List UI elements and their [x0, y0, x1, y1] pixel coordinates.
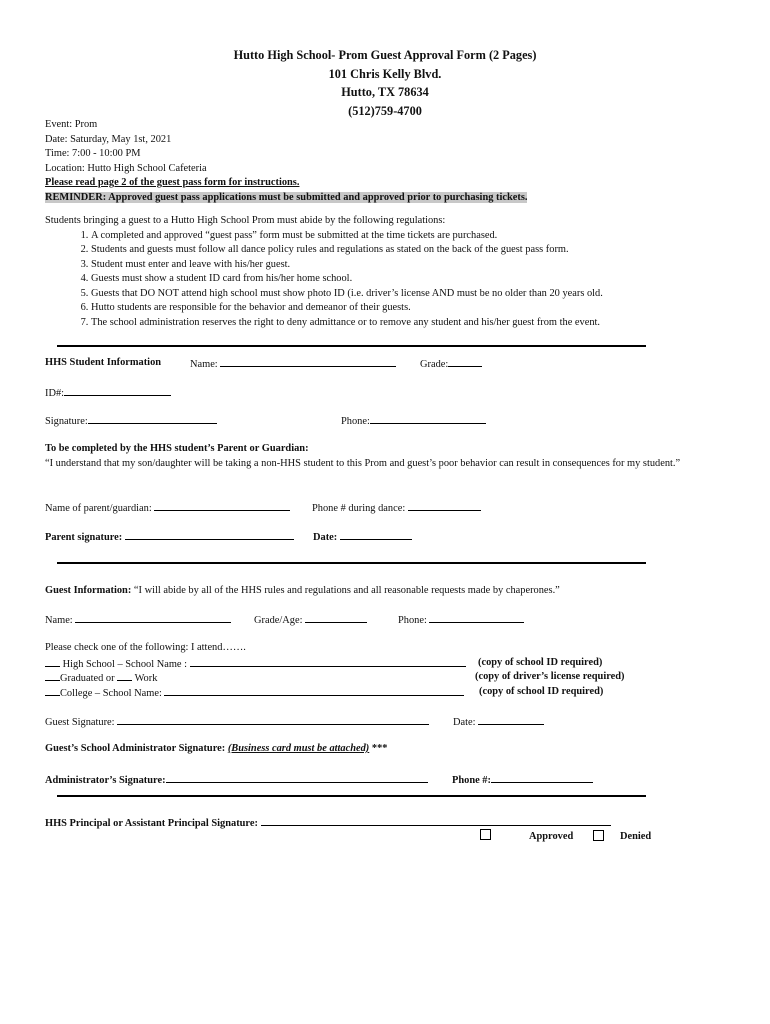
note-college: (copy of school ID required) — [479, 686, 604, 697]
note-high-school: (copy of school ID required) — [478, 657, 603, 668]
parent-date-label: Date: — [313, 532, 338, 543]
student-signature-label: Signature: — [45, 416, 88, 427]
guest-name-field[interactable] — [45, 612, 231, 629]
option-college[interactable] — [45, 685, 464, 702]
guest-date-label: Date: — [453, 717, 476, 728]
regulation-item: 6. Hutto students are responsible for the behavior and demeanor of their guests. — [91, 301, 725, 316]
guest-signature-line[interactable] — [117, 714, 429, 725]
option-graduated-check-line[interactable] — [45, 670, 60, 681]
principal-signature-line[interactable] — [261, 815, 611, 826]
option-work-label: Work — [134, 673, 158, 684]
high-school-name-line[interactable] — [190, 656, 466, 667]
regulation-item: 4. Guests must show a student ID card from his/her home school. — [91, 272, 725, 287]
guest-date-field[interactable] — [453, 714, 544, 731]
regulations — [45, 214, 725, 330]
admin-heading-line — [45, 742, 387, 757]
section-divider — [57, 795, 646, 797]
principal-signature-field[interactable] — [45, 815, 611, 832]
guest-phone-line[interactable] — [429, 612, 524, 623]
admin-phone-line[interactable] — [491, 772, 593, 783]
note-work: (copy of driver’s license required) — [475, 671, 625, 682]
school-address-line1: 101 Chris Kelly Blvd. — [328, 66, 442, 81]
guest-date-line[interactable] — [478, 714, 544, 725]
parent-name-field[interactable] — [45, 500, 290, 517]
student-grade-field[interactable] — [420, 356, 482, 373]
parent-date-field[interactable] — [313, 529, 412, 546]
parent-statement: “I understand that my son/daughter will be taking a non-HHS student to this Prom and guest’s poor behavior can result in consequences for my student.” — [45, 457, 681, 469]
student-phone-label: Phone: — [341, 416, 370, 427]
parent-heading: To be completed by the HHS student’s Parent or Guardian: — [45, 443, 309, 454]
guest-grade-field[interactable] — [254, 612, 367, 629]
regulations-intro: Students bringing a guest to a Hutto High School Prom must abide by the following regulations: — [45, 215, 446, 226]
admin-heading: Guest’s School Administrator Signature: — [45, 743, 226, 754]
student-name-field[interactable] — [190, 356, 396, 373]
option-work-check-line[interactable] — [117, 670, 132, 681]
option-high-school-label: High School – School Name : — [62, 659, 187, 670]
school-address-line2: Hutto, TX 78634 — [341, 85, 429, 99]
denied-checkbox[interactable] — [593, 830, 604, 841]
guest-statement: “I will abide by all of the HHS rules and regulations and all reasonable requests made by chaperones.” — [133, 585, 560, 596]
guest-signature-label: Guest Signature: — [45, 717, 115, 728]
regulations-list — [45, 229, 725, 331]
form-header — [0, 46, 770, 120]
admin-signature-label: Administrator’s Signature: — [45, 775, 166, 786]
event-name: Event: Prom — [45, 119, 98, 130]
guest-grade-line[interactable] — [305, 612, 367, 623]
student-grade-label: Grade: — [420, 359, 449, 370]
guest-signature-field[interactable] — [45, 714, 429, 731]
approved-checkbox[interactable] — [480, 829, 491, 840]
admin-stars: *** — [371, 743, 388, 754]
event-time: Time: 7:00 - 10:00 PM — [45, 148, 141, 159]
principal-signature-label: HHS Principal or Assistant Principal Signature: — [45, 818, 258, 829]
parent-phone-field[interactable] — [312, 500, 481, 517]
student-phone-field[interactable] — [341, 413, 486, 430]
section-divider — [57, 345, 646, 347]
guest-phone-field[interactable] — [398, 612, 524, 629]
approved-label: Approved — [529, 831, 574, 842]
guest-heading-line — [45, 584, 560, 599]
regulation-item: 2. Students and guests must follow all dance policy rules and regulations as stated on the back of the guest pass form. — [91, 243, 725, 258]
parent-name-label: Name of parent/guardian: — [45, 503, 152, 514]
regulation-item: 3. Student must enter and leave with his/her guest. — [91, 258, 725, 273]
parent-phone-line[interactable] — [408, 500, 481, 511]
guest-check-intro: Please check one of the following: I attend……. — [45, 642, 246, 653]
parent-phone-label: Phone # during dance: — [312, 503, 406, 514]
admin-signature-line[interactable] — [166, 772, 428, 783]
student-id-line[interactable] — [64, 385, 171, 396]
guest-heading: Guest Information: — [45, 585, 132, 596]
reminder-note: REMINDER: Approved guest pass applications must be submitted and approved prior to purchasing tickets. — [45, 191, 528, 203]
guest-name-line[interactable] — [75, 612, 231, 623]
parent-section — [45, 442, 725, 471]
college-name-line[interactable] — [164, 685, 464, 696]
school-phone: (512)759-4700 — [348, 103, 422, 118]
student-section-label: HHS Student Information — [45, 357, 162, 368]
regulation-item: 5. Guests that DO NOT attend high school must show photo ID (i.e. driver’s license AND must be no older than 20 years old. — [91, 287, 725, 302]
denied-label: Denied — [620, 831, 652, 842]
event-location: Location: Hutto High School Cafeteria — [45, 162, 207, 174]
section-divider — [57, 562, 646, 564]
parent-date-line[interactable] — [340, 529, 412, 540]
instructions-note: Please read page 2 of the guest pass form for instructions. — [45, 177, 300, 188]
guest-phone-label: Phone: — [398, 615, 427, 626]
student-signature-line[interactable] — [88, 413, 217, 424]
admin-phone-label: Phone #: — [452, 775, 491, 786]
regulation-item: 7. The school administration reserves the right to deny admittance or to remove any student and his/her guest from the event. — [91, 316, 725, 331]
form-title: Hutto High School- Prom Guest Approval Form (2 Pages) — [233, 48, 537, 62]
admin-phone-field[interactable] — [452, 772, 593, 789]
guest-name-label: Name: — [45, 615, 73, 626]
student-phone-line[interactable] — [370, 413, 486, 424]
option-graduated-label: Graduated or — [60, 673, 115, 684]
event-info — [45, 118, 725, 205]
admin-note: (Business card must be attached) — [227, 743, 370, 754]
event-date: Date: Saturday, May 1st, 2021 — [45, 133, 172, 145]
option-college-check-line[interactable] — [45, 685, 60, 696]
regulation-item: 1. A completed and approved “guest pass” form must be submitted at the time tickets are purchased. — [91, 229, 725, 244]
parent-signature-line[interactable] — [125, 529, 294, 540]
option-college-label: College – School Name: — [60, 688, 162, 699]
parent-signature-field[interactable] — [45, 529, 294, 546]
parent-name-line[interactable] — [154, 500, 290, 511]
admin-signature-field[interactable] — [45, 772, 428, 789]
student-name-line[interactable] — [220, 356, 396, 367]
guest-grade-label: Grade/Age: — [254, 615, 303, 626]
student-signature-field[interactable] — [45, 413, 217, 430]
student-name-label: Name: — [190, 359, 218, 370]
student-id-field[interactable] — [45, 385, 171, 402]
student-id-label: ID#: — [45, 388, 65, 399]
option-high-school-check-line[interactable] — [45, 656, 60, 667]
student-grade-line[interactable] — [448, 356, 482, 367]
parent-signature-label: Parent signature: — [45, 532, 123, 543]
